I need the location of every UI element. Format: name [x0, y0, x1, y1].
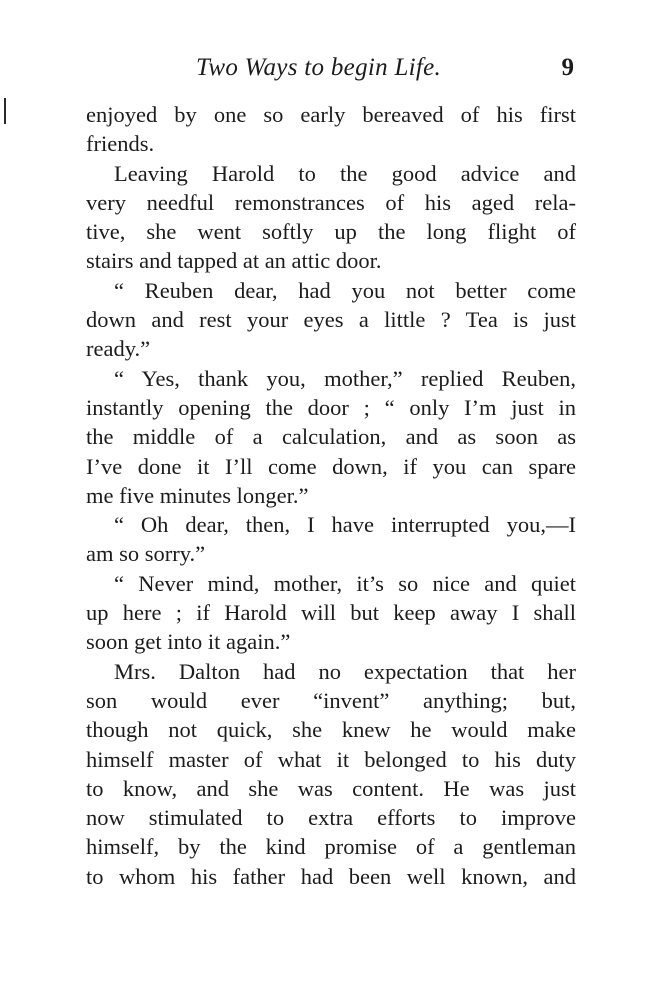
- text-line: down and rest your eyes a little ? Tea is just: [86, 307, 576, 333]
- text-line: instantly opening the door ; “ only I’m just in: [86, 394, 576, 420]
- text-line: “ Yes, thank you, mother,” replied Reuben,: [114, 365, 576, 391]
- text-line: up here ; if Harold will but keep away I shall: [86, 600, 576, 626]
- text-line: to know, and she was content. He was just: [86, 775, 576, 801]
- text-line: himself master of what it belonged to his duty: [86, 746, 576, 772]
- text-line: me five minutes longer.”: [86, 482, 309, 508]
- text-line: enjoyed by one so early bereaved of his first: [86, 102, 576, 127]
- text-line: the middle of a calculation, and as soon as: [86, 424, 576, 450]
- text-line: to whom his father had been well known, and: [86, 863, 576, 889]
- text-line: son would ever “invent” anything; but,: [86, 687, 576, 713]
- text-line: I’ve done it I’ll come down, if you can spare: [86, 453, 576, 479]
- text-line: himself, by the kind promise of a gentleman: [86, 834, 576, 860]
- text-line: am so sorry.”: [86, 541, 206, 567]
- text-line: stairs and tapped at an attic door.: [86, 248, 382, 274]
- running-title: Two Ways to begin Life.: [196, 54, 442, 81]
- text-line: “ Reuben dear, had you not better come: [114, 277, 576, 303]
- text-line: “ Oh dear, then, I have interrupted you,—I: [114, 512, 576, 538]
- running-head: [86, 54, 576, 88]
- text-line: soon get into it again.”: [86, 629, 291, 655]
- text-line: Mrs. Dalton had no expectation that her: [114, 658, 576, 684]
- text-line: ready.”: [86, 336, 151, 362]
- text-line: very needful remonstrances of his aged rela-: [86, 189, 576, 215]
- text-line: now stimulated to extra efforts to improve: [86, 805, 576, 831]
- text-line: friends.: [86, 131, 155, 157]
- text-line: though not quick, she knew he would make: [86, 717, 576, 743]
- body-text: [86, 100, 576, 891]
- text-line: tive, she went softly up the long flight of: [86, 219, 576, 245]
- text-line: “ Never mind, mother, it’s so nice and quiet: [114, 570, 576, 596]
- page-number: 9: [561, 54, 574, 81]
- text-line: Leaving Harold to the good advice and: [114, 160, 576, 186]
- page-edge-mark: [4, 98, 6, 124]
